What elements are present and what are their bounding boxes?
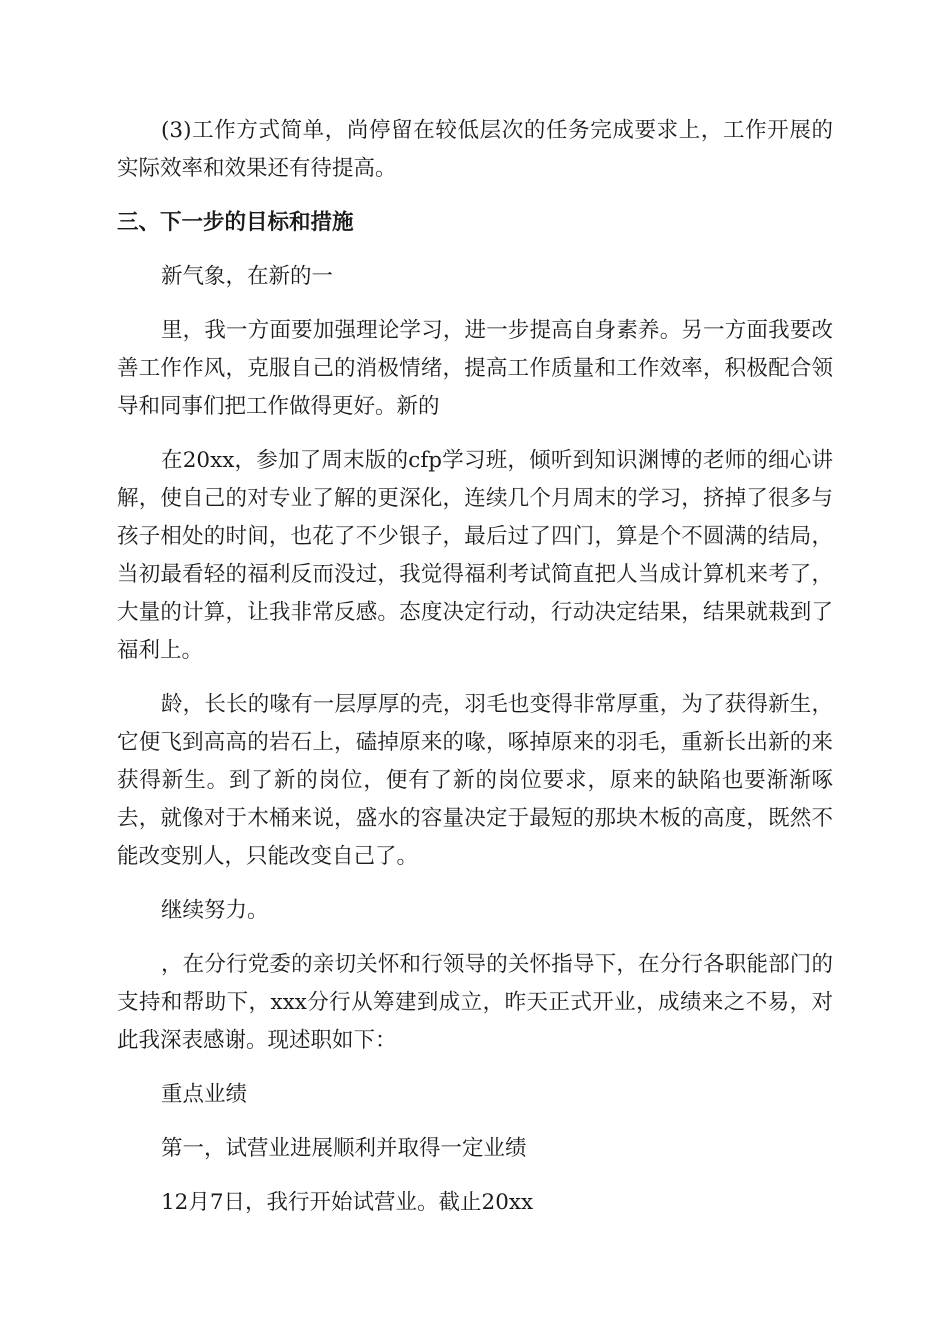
- paragraph-keep-working: 继续努力。: [161, 898, 269, 923]
- paragraph-study-plan: 里，我一方面要加强理论学习，进一步提高自身素养。另一方面我要改善工作作风，克服自己的消极情绪，提高工作质量和工作效率，积极配合领导和同事们把工作做得更好。新的: [117, 318, 833, 419]
- paragraph-new-atmosphere: 新气象，在新的一: [161, 264, 334, 289]
- section-heading-next-goals: 三、下一步的目标和措施: [117, 210, 354, 235]
- paragraph-trial-operation: 第一，试营业进展顺利并取得一定业绩: [161, 1136, 527, 1161]
- paragraph-work-method: (3)工作方式简单，尚停留在较低层次的任务完成要求上，工作开展的实际效率和效果还有待提高。: [117, 118, 833, 181]
- paragraph-trial-date: 12月7日，我行开始试营业。截止20xx: [161, 1190, 534, 1215]
- paragraph-branch-opening: ，在分行党委的亲切关怀和行领导的关怀指导下，在分行各职能部门的支持和帮助下，xxx分行从筹建到成立，昨天正式开业，成绩来之不易，对此我深表感谢。现述职如下：: [117, 952, 833, 1053]
- paragraph-key-performance: 重点业绩: [161, 1082, 248, 1107]
- paragraph-cfp-study: 在20xx，参加了周末版的cfp学习班，倾听到知识渊博的老师的细心讲解，使自己的对专业了解的更深化，连续几个月周末的学习，挤掉了很多与孩子相处的时间，也花了不少银子，最后过了四门，算是个不圆满的结局，当初最看轻的福利反而没过，我觉得福利考试简直把人当成计算机来考了，大量的计算，让我非常反感。态度决定行动，行动决定结果，结果就栽到了福利上。: [117, 448, 833, 663]
- document-body: [117, 112, 833, 1238]
- paragraph-eagle-metaphor: 龄，长长的喙有一层厚厚的壳，羽毛也变得非常厚重，为了获得新生，它便飞到高高的岩石上，磕掉原来的喙，啄掉原来的羽毛，重新长出新的来获得新生。到了新的岗位，便有了新的岗位要求，原来的缺陷也要渐渐啄去，就像对于木桶来说，盛水的容量决定于最短的那块木板的高度，既然不能改变别人，只能改变自己了。: [117, 692, 833, 869]
